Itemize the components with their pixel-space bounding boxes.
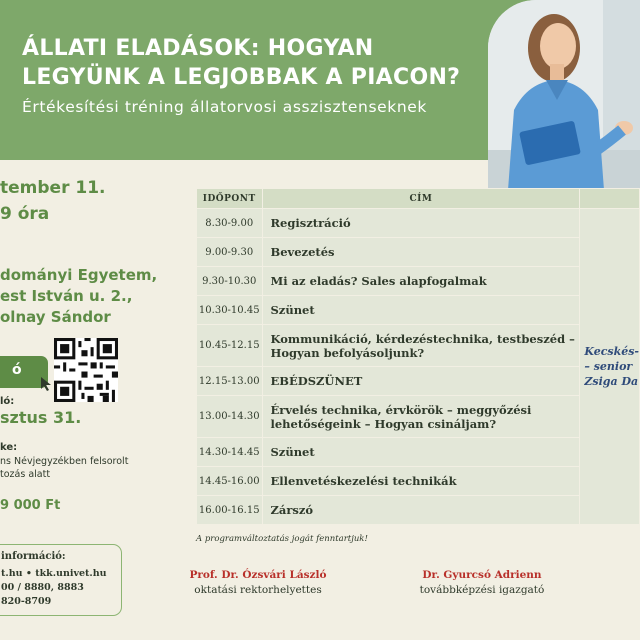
table-row <box>197 325 640 367</box>
row-time: 14.45-16.00 <box>197 467 263 496</box>
table-row <box>197 267 640 296</box>
lecturer-cell <box>580 209 640 525</box>
signature-role: továbbképzési igazgató <box>419 584 545 596</box>
signature-rector <box>178 568 338 598</box>
row-time: 9.00-9.30 <box>197 238 263 267</box>
deadline-date: sztus 31. <box>0 408 82 427</box>
signature-director <box>402 568 562 598</box>
header-time: IDŐPONT <box>197 189 263 209</box>
contact-phone-1[interactable]: 00 / 8880, 8883 <box>1 582 84 593</box>
table-row <box>197 467 640 496</box>
row-time: 13.00-14.30 <box>197 396 263 438</box>
contact-box <box>0 544 122 616</box>
row-title: Regisztráció <box>262 209 580 238</box>
lecturer-line-3: Zsiga Da <box>584 375 639 388</box>
contact-web[interactable]: t.hu • tkk.univet.hu <box>1 568 107 579</box>
event-time: 9 óra <box>0 204 50 224</box>
row-time: 8.30-9.00 <box>197 209 263 238</box>
contact-label: információ: <box>1 551 66 562</box>
qr-code-icon[interactable] <box>54 338 118 402</box>
table-row <box>197 296 640 325</box>
signature-role: oktatási rektorhelyettes <box>194 584 322 596</box>
fee-amount: 9 000 Ft <box>0 498 61 513</box>
schedule-table <box>196 188 640 525</box>
deadline-label: ló: <box>0 396 15 407</box>
page-subtitle: Értékesítési tréning állatorvosi asszisztenseknek <box>22 98 427 116</box>
row-title: EBÉDSZÜNET <box>262 367 580 396</box>
row-title: Kommunikáció, kérdezéstechnika, testbeszéd – Hogyan befolyásoljunk? <box>262 325 580 367</box>
row-title: Szünet <box>262 296 580 325</box>
signature-name: Prof. Dr. Ózsvári László <box>189 569 327 581</box>
page-title: ÁLLATI ELADÁSOK: HOGYAN LEGYÜNK A LEGJOBBAK A PIACON? <box>22 36 461 90</box>
row-title: Érvelés technika, érvkörök – meggyőzési lehetőségeink – Hogyan csináljam? <box>262 396 580 438</box>
header-lecturer <box>580 189 640 209</box>
lecturer-line-2: – senior <box>584 360 633 373</box>
fee-label: ke: <box>0 442 18 453</box>
header-title: CÍM <box>262 189 580 209</box>
table-row <box>197 367 640 396</box>
venue-line-1: dományi Egyetem, <box>0 266 158 284</box>
fee-note-line-2: tozás alatt <box>0 469 51 480</box>
event-date: tember 11. <box>0 178 106 198</box>
row-time: 16.00-16.15 <box>197 496 263 525</box>
venue-line-3: olnay Sándor <box>0 308 111 326</box>
fee-note-line-1: ns Névjegyzékben felsorolt <box>0 456 129 467</box>
signature-name: Dr. Gyurcsó Adrienn <box>422 569 542 581</box>
row-time: 10.45-12.15 <box>197 325 263 367</box>
row-time: 12.15-13.00 <box>197 367 263 396</box>
venue-line-2: est István u. 2., <box>0 287 133 305</box>
row-time: 14.30-14.45 <box>197 438 263 467</box>
row-title: Ellenvetéskezelési technikák <box>262 467 580 496</box>
cursor-icon <box>40 376 54 392</box>
row-title: Mi az eladás? Sales alapfogalmak <box>262 267 580 296</box>
contact-phone-2[interactable]: 820-8709 <box>1 596 52 607</box>
table-row <box>197 438 640 467</box>
row-time: 9.30-10.30 <box>197 267 263 296</box>
lecturer-line-1: Kecskés- <box>584 345 639 358</box>
hero-photo <box>488 0 640 190</box>
table-row <box>197 209 640 238</box>
table-row <box>197 396 640 438</box>
program-change-note: A programváltoztatás jogát fenntartjuk! <box>196 534 368 544</box>
row-title: Bevezetés <box>262 238 580 267</box>
table-row <box>197 238 640 267</box>
table-row <box>197 496 640 525</box>
register-button[interactable]: ó <box>0 356 48 388</box>
row-title: Szünet <box>262 438 580 467</box>
row-time: 10.30-10.45 <box>197 296 263 325</box>
row-title: Zárszó <box>262 496 580 525</box>
